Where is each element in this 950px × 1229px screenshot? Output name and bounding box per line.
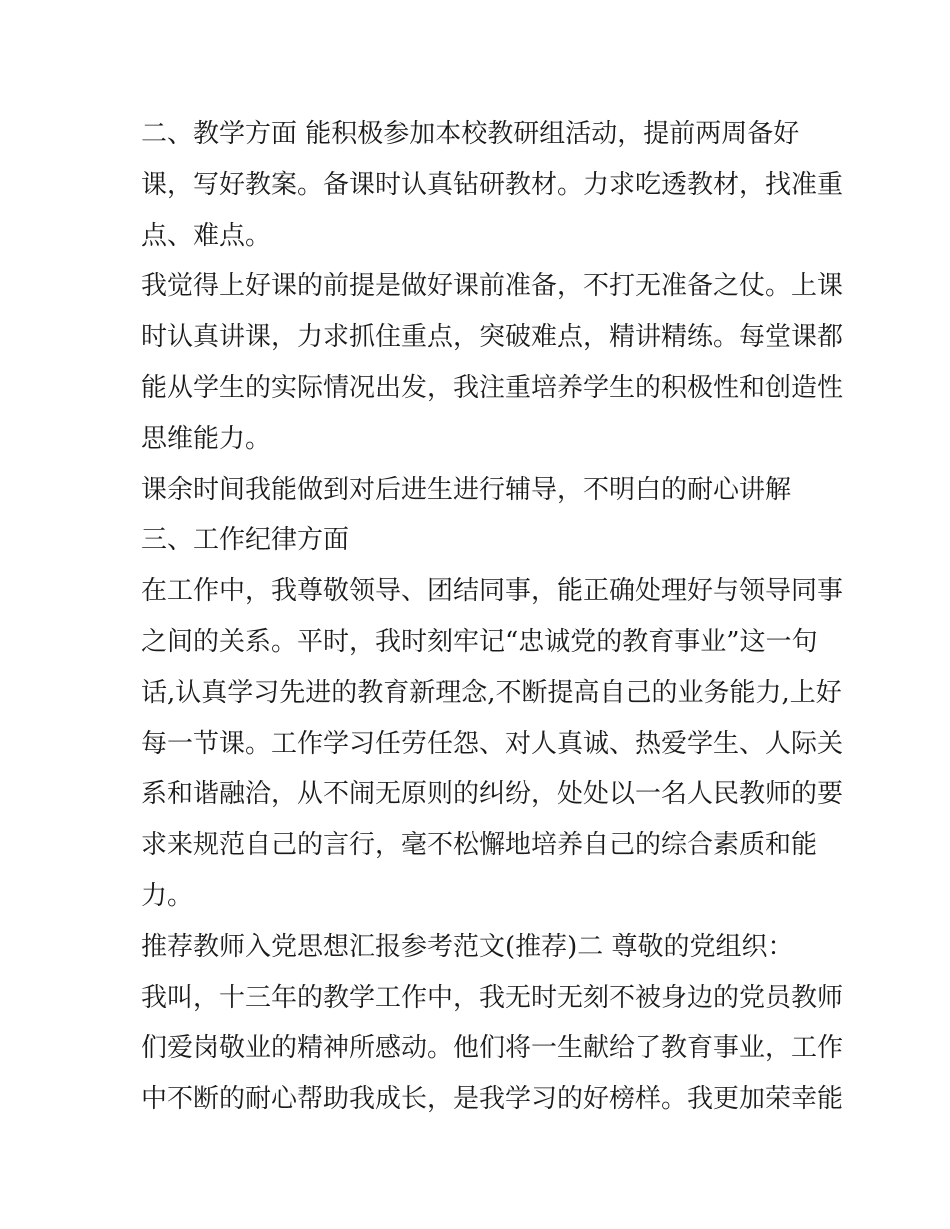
text-line: 点、难点。 <box>141 220 272 251</box>
text-line: 话,认真学习先进的教育新理念,不断提高自己的业务能力,上好 <box>141 677 842 708</box>
text-line: 二、教学方面 能积极参加本校教研组活动，提前两周备好 <box>141 119 800 149</box>
text-line: 每一节课。工作学习任劳任怨、对人真诚、热爱学生、人际关 <box>141 728 844 759</box>
text-line: 课余时间我能做到对后进生进行辅导，不明白的耐心讲解 <box>141 474 792 505</box>
text-line: 们爱岗敬业的精神所感动。他们将一生献给了教育事业，工作 <box>141 1033 844 1064</box>
text-line: 之间的关系。平时，我时刻牢记“忠诚党的教育事业”这一句 <box>141 626 818 657</box>
text-line: 我叫，十三年的教学工作中，我无时无刻不被身边的党员教师 <box>141 982 844 1013</box>
text-line: 中不断的耐心帮助我成长，是我学习的好榜样。我更加荣幸能 <box>141 1084 844 1115</box>
text-line: 思维能力。 <box>141 423 272 454</box>
article-title-line: 推荐教师入党思想汇报参考范文(推荐)二 尊敬的党组织： <box>141 931 794 962</box>
text-line: 能从学生的实际情况出发，我注重培养学生的积极性和创造性 <box>141 372 844 403</box>
text-line: 时认真讲课，力求抓住重点，突破难点，精讲精练。每堂课都 <box>141 322 844 353</box>
text-line: 课，写好教案。备课时认真钻研教材。力求吃透教材，找准重 <box>141 169 844 200</box>
text-line: 在工作中，我尊敬领导、团结同事，能正确处理好与领导同事 <box>141 576 844 607</box>
section-heading: 三、工作纪律方面 <box>141 525 350 556</box>
text-line: 求来规范自己的言行，毫不松懈地培养自己的综合素质和能 <box>141 830 818 861</box>
text-line: 系和谐融洽，从不闹无原则的纠纷，处处以一名人民教师的要 <box>141 779 844 810</box>
document-body <box>141 109 844 1125</box>
text-line: 力。 <box>141 880 194 911</box>
text-line: 我觉得上好课的前提是做好课前准备，不打无准备之仗。上课 <box>141 271 844 302</box>
